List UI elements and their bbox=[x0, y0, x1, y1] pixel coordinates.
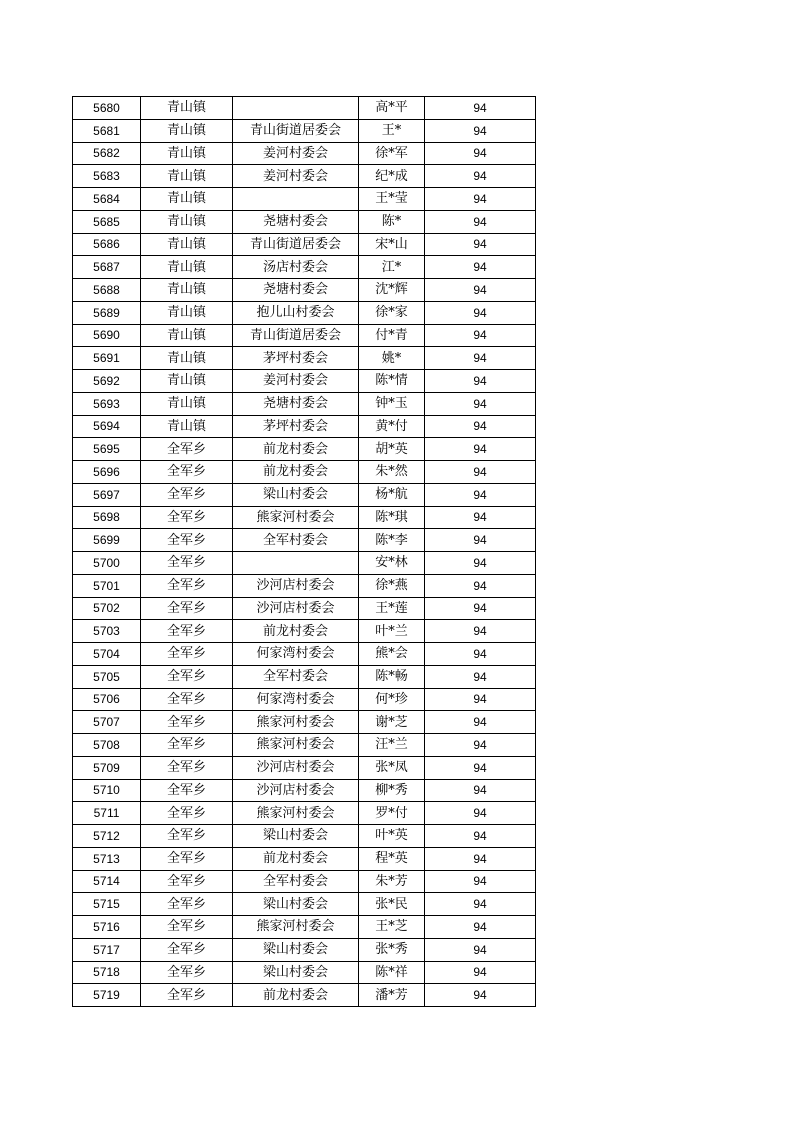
village-committee-cell: 全军村委会 bbox=[233, 665, 359, 688]
name-cell: 谢*芝 bbox=[359, 711, 425, 734]
name-cell: 王*莲 bbox=[359, 597, 425, 620]
table-row bbox=[73, 711, 536, 734]
score-cell: 94 bbox=[425, 825, 536, 848]
township-cell: 全军乡 bbox=[141, 916, 233, 939]
village-committee-cell: 梁山村委会 bbox=[233, 825, 359, 848]
serial-number-cell: 5701 bbox=[73, 574, 141, 597]
village-committee-cell: 尧塘村委会 bbox=[233, 279, 359, 302]
score-cell: 94 bbox=[425, 574, 536, 597]
village-committee-cell: 茅坪村委会 bbox=[233, 347, 359, 370]
serial-number-cell: 5685 bbox=[73, 210, 141, 233]
township-cell: 青山镇 bbox=[141, 324, 233, 347]
village-committee-cell bbox=[233, 188, 359, 211]
name-cell: 何*珍 bbox=[359, 688, 425, 711]
township-cell: 青山镇 bbox=[141, 210, 233, 233]
score-cell: 94 bbox=[425, 438, 536, 461]
score-cell: 94 bbox=[425, 142, 536, 165]
serial-number-cell: 5700 bbox=[73, 552, 141, 575]
name-cell: 陈*祥 bbox=[359, 961, 425, 984]
name-cell: 付*青 bbox=[359, 324, 425, 347]
serial-number-cell: 5718 bbox=[73, 961, 141, 984]
table-row bbox=[73, 438, 536, 461]
table-row bbox=[73, 620, 536, 643]
name-cell: 纪*成 bbox=[359, 165, 425, 188]
township-cell: 全军乡 bbox=[141, 688, 233, 711]
table-row bbox=[73, 552, 536, 575]
village-committee-cell: 前龙村委会 bbox=[233, 461, 359, 484]
township-cell: 全军乡 bbox=[141, 665, 233, 688]
table-row bbox=[73, 188, 536, 211]
village-committee-cell: 熊家河村委会 bbox=[233, 916, 359, 939]
table-row bbox=[73, 165, 536, 188]
township-cell: 全军乡 bbox=[141, 711, 233, 734]
serial-number-cell: 5691 bbox=[73, 347, 141, 370]
table-row bbox=[73, 779, 536, 802]
name-cell: 程*英 bbox=[359, 847, 425, 870]
serial-number-cell: 5707 bbox=[73, 711, 141, 734]
name-cell: 张*民 bbox=[359, 893, 425, 916]
score-cell: 94 bbox=[425, 165, 536, 188]
score-cell: 94 bbox=[425, 597, 536, 620]
serial-number-cell: 5699 bbox=[73, 529, 141, 552]
name-cell: 宋*山 bbox=[359, 233, 425, 256]
village-committee-cell: 沙河店村委会 bbox=[233, 779, 359, 802]
score-cell: 94 bbox=[425, 506, 536, 529]
table-row bbox=[73, 597, 536, 620]
score-cell: 94 bbox=[425, 210, 536, 233]
township-cell: 全军乡 bbox=[141, 893, 233, 916]
village-committee-cell: 熊家河村委会 bbox=[233, 802, 359, 825]
township-cell: 全军乡 bbox=[141, 984, 233, 1007]
village-committee-cell: 前龙村委会 bbox=[233, 984, 359, 1007]
serial-number-cell: 5683 bbox=[73, 165, 141, 188]
village-committee-cell: 前龙村委会 bbox=[233, 620, 359, 643]
village-committee-cell: 姜河村委会 bbox=[233, 142, 359, 165]
village-committee-cell: 何家湾村委会 bbox=[233, 688, 359, 711]
township-cell: 全军乡 bbox=[141, 438, 233, 461]
serial-number-cell: 5708 bbox=[73, 734, 141, 757]
serial-number-cell: 5680 bbox=[73, 97, 141, 120]
name-cell: 陈* bbox=[359, 210, 425, 233]
score-cell: 94 bbox=[425, 620, 536, 643]
score-cell: 94 bbox=[425, 392, 536, 415]
table-row bbox=[73, 665, 536, 688]
township-cell: 全军乡 bbox=[141, 597, 233, 620]
serial-number-cell: 5690 bbox=[73, 324, 141, 347]
township-cell: 青山镇 bbox=[141, 97, 233, 120]
serial-number-cell: 5686 bbox=[73, 233, 141, 256]
township-cell: 青山镇 bbox=[141, 188, 233, 211]
score-cell: 94 bbox=[425, 893, 536, 916]
serial-number-cell: 5709 bbox=[73, 756, 141, 779]
score-cell: 94 bbox=[425, 984, 536, 1007]
name-cell: 张*凤 bbox=[359, 756, 425, 779]
table-row bbox=[73, 938, 536, 961]
name-cell: 熊*会 bbox=[359, 643, 425, 666]
table-row bbox=[73, 279, 536, 302]
village-committee-cell: 尧塘村委会 bbox=[233, 392, 359, 415]
name-cell: 姚* bbox=[359, 347, 425, 370]
serial-number-cell: 5689 bbox=[73, 301, 141, 324]
name-cell: 柳*秀 bbox=[359, 779, 425, 802]
table-row bbox=[73, 256, 536, 279]
township-cell: 全军乡 bbox=[141, 483, 233, 506]
name-cell: 王* bbox=[359, 119, 425, 142]
table-row bbox=[73, 870, 536, 893]
table-row bbox=[73, 142, 536, 165]
township-cell: 全军乡 bbox=[141, 779, 233, 802]
score-cell: 94 bbox=[425, 301, 536, 324]
score-cell: 94 bbox=[425, 916, 536, 939]
table-row bbox=[73, 756, 536, 779]
serial-number-cell: 5687 bbox=[73, 256, 141, 279]
table-row bbox=[73, 893, 536, 916]
score-cell: 94 bbox=[425, 779, 536, 802]
name-cell: 江* bbox=[359, 256, 425, 279]
table-row bbox=[73, 119, 536, 142]
table-body bbox=[73, 97, 536, 1007]
village-committee-cell: 汤店村委会 bbox=[233, 256, 359, 279]
township-cell: 全军乡 bbox=[141, 756, 233, 779]
township-cell: 全军乡 bbox=[141, 802, 233, 825]
serial-number-cell: 5681 bbox=[73, 119, 141, 142]
name-cell: 徐*家 bbox=[359, 301, 425, 324]
serial-number-cell: 5697 bbox=[73, 483, 141, 506]
village-committee-cell: 沙河店村委会 bbox=[233, 597, 359, 620]
score-cell: 94 bbox=[425, 802, 536, 825]
township-cell: 青山镇 bbox=[141, 142, 233, 165]
score-cell: 94 bbox=[425, 938, 536, 961]
serial-number-cell: 5703 bbox=[73, 620, 141, 643]
township-cell: 青山镇 bbox=[141, 347, 233, 370]
township-cell: 青山镇 bbox=[141, 119, 233, 142]
serial-number-cell: 5711 bbox=[73, 802, 141, 825]
name-cell: 沈*辉 bbox=[359, 279, 425, 302]
score-cell: 94 bbox=[425, 734, 536, 757]
township-cell: 全军乡 bbox=[141, 461, 233, 484]
serial-number-cell: 5698 bbox=[73, 506, 141, 529]
score-cell: 94 bbox=[425, 483, 536, 506]
table-row bbox=[73, 574, 536, 597]
score-cell: 94 bbox=[425, 370, 536, 393]
serial-number-cell: 5684 bbox=[73, 188, 141, 211]
serial-number-cell: 5716 bbox=[73, 916, 141, 939]
table-row bbox=[73, 210, 536, 233]
township-cell: 全军乡 bbox=[141, 552, 233, 575]
village-committee-cell: 沙河店村委会 bbox=[233, 574, 359, 597]
table-row bbox=[73, 643, 536, 666]
serial-number-cell: 5694 bbox=[73, 415, 141, 438]
table-row bbox=[73, 688, 536, 711]
village-committee-cell: 前龙村委会 bbox=[233, 847, 359, 870]
table-row bbox=[73, 847, 536, 870]
table-row bbox=[73, 347, 536, 370]
table-row bbox=[73, 324, 536, 347]
name-cell: 朱*然 bbox=[359, 461, 425, 484]
village-committee-cell: 梁山村委会 bbox=[233, 483, 359, 506]
table-row bbox=[73, 415, 536, 438]
village-committee-cell: 抱儿山村委会 bbox=[233, 301, 359, 324]
serial-number-cell: 5717 bbox=[73, 938, 141, 961]
score-cell: 94 bbox=[425, 643, 536, 666]
name-cell: 徐*燕 bbox=[359, 574, 425, 597]
name-cell: 徐*军 bbox=[359, 142, 425, 165]
name-cell: 王*芝 bbox=[359, 916, 425, 939]
table-row bbox=[73, 483, 536, 506]
score-cell: 94 bbox=[425, 233, 536, 256]
serial-number-cell: 5712 bbox=[73, 825, 141, 848]
name-cell: 陈*琪 bbox=[359, 506, 425, 529]
table-row bbox=[73, 825, 536, 848]
name-cell: 陈*畅 bbox=[359, 665, 425, 688]
village-committee-cell: 何家湾村委会 bbox=[233, 643, 359, 666]
village-committee-cell: 梁山村委会 bbox=[233, 961, 359, 984]
score-cell: 94 bbox=[425, 756, 536, 779]
serial-number-cell: 5705 bbox=[73, 665, 141, 688]
serial-number-cell: 5719 bbox=[73, 984, 141, 1007]
serial-number-cell: 5715 bbox=[73, 893, 141, 916]
township-cell: 青山镇 bbox=[141, 233, 233, 256]
township-cell: 全军乡 bbox=[141, 620, 233, 643]
table-row bbox=[73, 506, 536, 529]
serial-number-cell: 5696 bbox=[73, 461, 141, 484]
score-cell: 94 bbox=[425, 415, 536, 438]
township-cell: 全军乡 bbox=[141, 506, 233, 529]
village-committee-cell: 梁山村委会 bbox=[233, 938, 359, 961]
table-row bbox=[73, 370, 536, 393]
township-cell: 青山镇 bbox=[141, 392, 233, 415]
township-cell: 青山镇 bbox=[141, 370, 233, 393]
township-cell: 全军乡 bbox=[141, 870, 233, 893]
village-committee-cell: 沙河店村委会 bbox=[233, 756, 359, 779]
township-cell: 全军乡 bbox=[141, 529, 233, 552]
serial-number-cell: 5702 bbox=[73, 597, 141, 620]
name-cell: 罗*付 bbox=[359, 802, 425, 825]
name-cell: 安*林 bbox=[359, 552, 425, 575]
name-cell: 叶*兰 bbox=[359, 620, 425, 643]
township-cell: 青山镇 bbox=[141, 415, 233, 438]
serial-number-cell: 5713 bbox=[73, 847, 141, 870]
name-cell: 潘*芳 bbox=[359, 984, 425, 1007]
table-row bbox=[73, 529, 536, 552]
score-cell: 94 bbox=[425, 847, 536, 870]
serial-number-cell: 5695 bbox=[73, 438, 141, 461]
table-row bbox=[73, 802, 536, 825]
table-row bbox=[73, 233, 536, 256]
score-cell: 94 bbox=[425, 665, 536, 688]
township-cell: 全军乡 bbox=[141, 847, 233, 870]
township-cell: 全军乡 bbox=[141, 574, 233, 597]
village-committee-cell: 姜河村委会 bbox=[233, 165, 359, 188]
township-cell: 全军乡 bbox=[141, 734, 233, 757]
score-cell: 94 bbox=[425, 711, 536, 734]
name-cell: 钟*玉 bbox=[359, 392, 425, 415]
serial-number-cell: 5714 bbox=[73, 870, 141, 893]
score-cell: 94 bbox=[425, 119, 536, 142]
village-committee-cell: 梁山村委会 bbox=[233, 893, 359, 916]
serial-number-cell: 5704 bbox=[73, 643, 141, 666]
score-cell: 94 bbox=[425, 256, 536, 279]
name-cell: 胡*英 bbox=[359, 438, 425, 461]
serial-number-cell: 5693 bbox=[73, 392, 141, 415]
table-row bbox=[73, 916, 536, 939]
village-committee-cell: 茅坪村委会 bbox=[233, 415, 359, 438]
score-cell: 94 bbox=[425, 529, 536, 552]
village-committee-cell bbox=[233, 552, 359, 575]
name-cell: 陈*情 bbox=[359, 370, 425, 393]
village-committee-cell: 熊家河村委会 bbox=[233, 506, 359, 529]
table-row bbox=[73, 734, 536, 757]
score-cell: 94 bbox=[425, 324, 536, 347]
table-row bbox=[73, 461, 536, 484]
township-cell: 青山镇 bbox=[141, 301, 233, 324]
serial-number-cell: 5688 bbox=[73, 279, 141, 302]
score-cell: 94 bbox=[425, 688, 536, 711]
village-committee-cell: 熊家河村委会 bbox=[233, 711, 359, 734]
township-cell: 全军乡 bbox=[141, 961, 233, 984]
village-committee-cell: 前龙村委会 bbox=[233, 438, 359, 461]
village-committee-cell: 全军村委会 bbox=[233, 529, 359, 552]
village-committee-cell bbox=[233, 97, 359, 120]
name-cell: 高*平 bbox=[359, 97, 425, 120]
roster-table bbox=[72, 96, 536, 1007]
name-cell: 陈*李 bbox=[359, 529, 425, 552]
village-committee-cell: 尧塘村委会 bbox=[233, 210, 359, 233]
name-cell: 杨*航 bbox=[359, 483, 425, 506]
name-cell: 汪*兰 bbox=[359, 734, 425, 757]
score-cell: 94 bbox=[425, 279, 536, 302]
table-row bbox=[73, 97, 536, 120]
name-cell: 朱*芳 bbox=[359, 870, 425, 893]
serial-number-cell: 5706 bbox=[73, 688, 141, 711]
township-cell: 全军乡 bbox=[141, 643, 233, 666]
serial-number-cell: 5692 bbox=[73, 370, 141, 393]
table-row bbox=[73, 961, 536, 984]
village-committee-cell: 姜河村委会 bbox=[233, 370, 359, 393]
table-row bbox=[73, 301, 536, 324]
name-cell: 王*莹 bbox=[359, 188, 425, 211]
score-cell: 94 bbox=[425, 870, 536, 893]
serial-number-cell: 5682 bbox=[73, 142, 141, 165]
table-row bbox=[73, 984, 536, 1007]
village-committee-cell: 青山街道居委会 bbox=[233, 324, 359, 347]
name-cell: 张*秀 bbox=[359, 938, 425, 961]
table-row bbox=[73, 392, 536, 415]
score-cell: 94 bbox=[425, 347, 536, 370]
score-cell: 94 bbox=[425, 961, 536, 984]
township-cell: 全军乡 bbox=[141, 938, 233, 961]
village-committee-cell: 全军村委会 bbox=[233, 870, 359, 893]
village-committee-cell: 青山街道居委会 bbox=[233, 233, 359, 256]
township-cell: 全军乡 bbox=[141, 825, 233, 848]
name-cell: 叶*英 bbox=[359, 825, 425, 848]
township-cell: 青山镇 bbox=[141, 256, 233, 279]
village-committee-cell: 熊家河村委会 bbox=[233, 734, 359, 757]
serial-number-cell: 5710 bbox=[73, 779, 141, 802]
score-cell: 94 bbox=[425, 97, 536, 120]
township-cell: 青山镇 bbox=[141, 165, 233, 188]
village-committee-cell: 青山街道居委会 bbox=[233, 119, 359, 142]
score-cell: 94 bbox=[425, 188, 536, 211]
township-cell: 青山镇 bbox=[141, 279, 233, 302]
score-cell: 94 bbox=[425, 461, 536, 484]
name-cell: 黄*付 bbox=[359, 415, 425, 438]
score-cell: 94 bbox=[425, 552, 536, 575]
